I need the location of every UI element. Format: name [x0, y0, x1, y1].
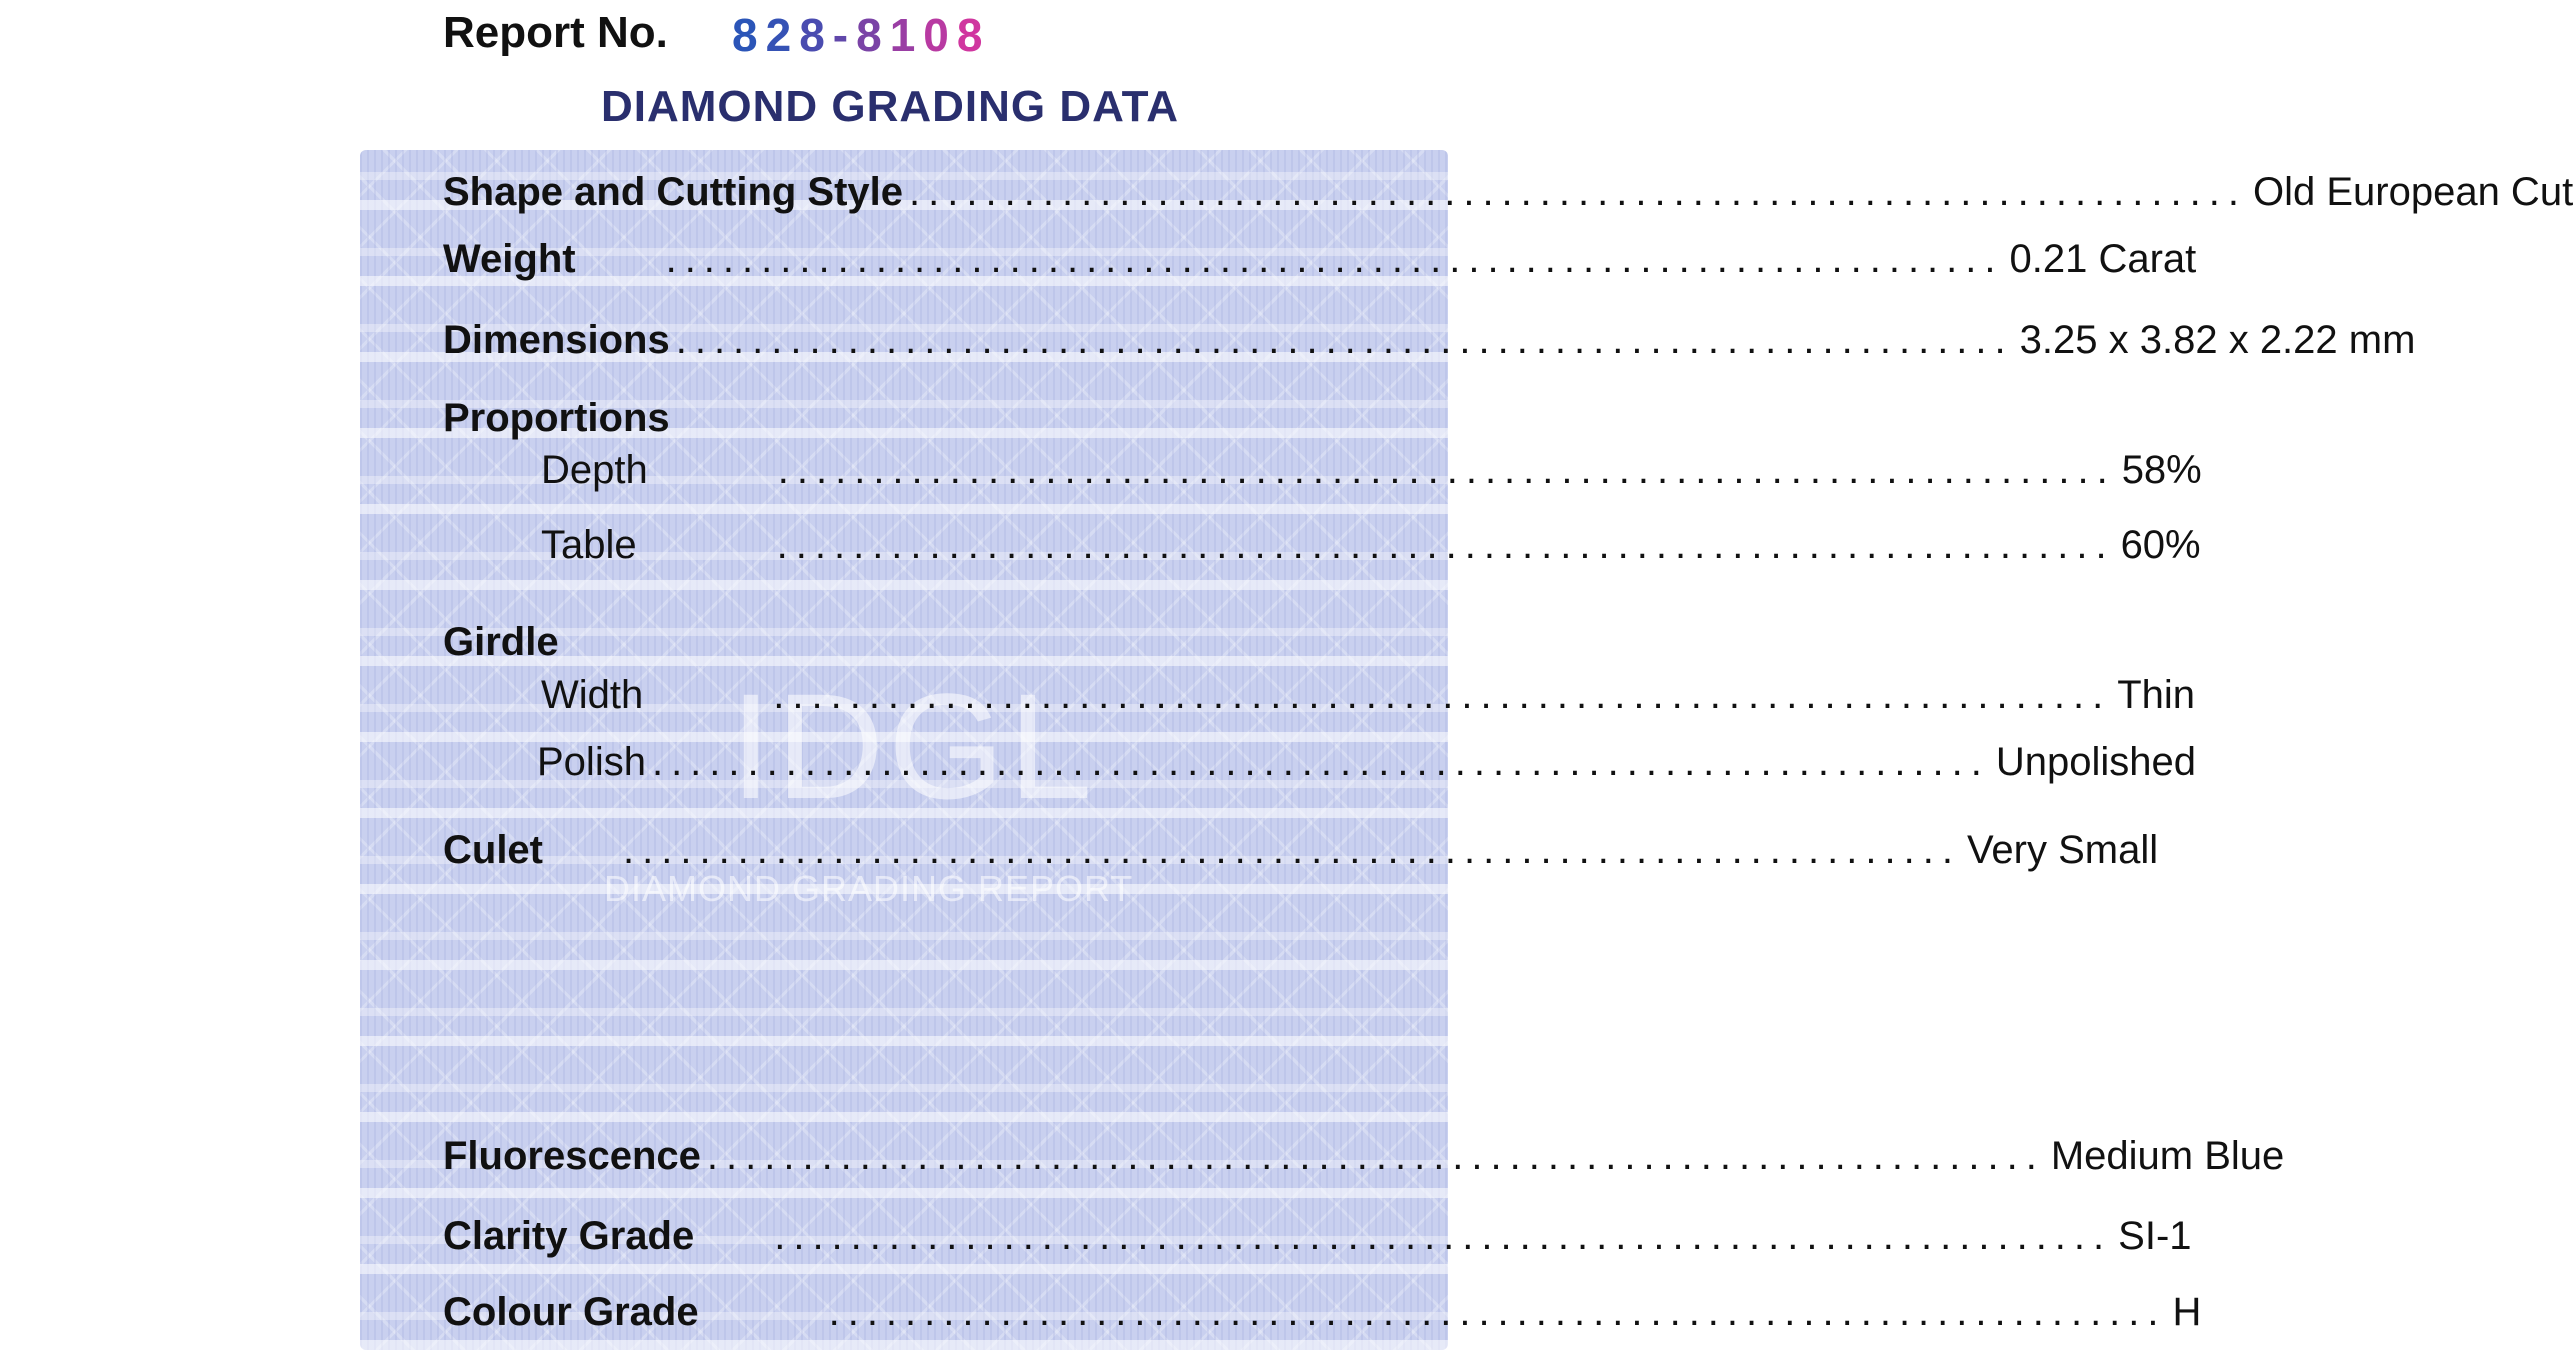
dot-leader: ......................................................................	[774, 1214, 2113, 1258]
proportions-heading: Proportions	[443, 396, 670, 440]
row-label: Clarity Grade	[443, 1214, 695, 1258]
watermark-logo: IDGL	[730, 662, 1097, 830]
row-colour	[443, 1290, 2202, 1340]
report-number-digit: 8	[856, 9, 890, 61]
row-label: Culet	[443, 828, 543, 872]
row-clarity	[443, 1214, 2192, 1264]
dot-leader: ......................................................................	[828, 1290, 2167, 1334]
row-value: Unpolished	[1995, 740, 2197, 784]
row-value: SI-1	[2118, 1214, 2192, 1258]
report-number-digit: -	[832, 9, 857, 61]
row-label: Dimensions	[443, 318, 670, 362]
row-shape	[443, 170, 2573, 220]
row-table	[443, 523, 2201, 573]
dot-leader: ......................................................................	[777, 448, 2116, 492]
row-label: Table	[541, 523, 637, 567]
dot-leader: ......................................................................	[675, 318, 2014, 362]
row-label: Fluorescence	[443, 1134, 701, 1178]
watermark-subtitle: DIAMOND GRADING REPORT	[604, 868, 1134, 909]
row-label: Weight	[443, 237, 576, 281]
row-label: Colour Grade	[443, 1290, 699, 1334]
row-value: 3.25 x 3.82 x 2.22 mm	[2019, 318, 2416, 362]
row-value: Thin	[2117, 673, 2195, 717]
row-value: Very Small	[1966, 828, 2159, 872]
row-value: 60%	[2120, 523, 2201, 567]
dot-leader: ......................................................................	[665, 237, 2004, 281]
report-number-digit: 1	[889, 9, 924, 61]
report-number-digit: 8	[956, 9, 991, 61]
row-label: Depth	[541, 448, 648, 492]
report-number-digit: 8	[732, 9, 766, 61]
dot-leader: ......................................................................	[623, 828, 1961, 872]
report-number-label: Report No.	[443, 8, 668, 57]
row-width	[443, 673, 2195, 723]
dot-leader: ......................................................................	[651, 740, 1990, 784]
row-dimensions	[443, 318, 2416, 368]
dot-leader: ......................................................................	[773, 673, 2112, 717]
report-number-digit: 2	[765, 9, 800, 61]
row-value: H	[2172, 1290, 2202, 1334]
row-fluorescence	[443, 1134, 2285, 1184]
section-title: DIAMOND GRADING DATA	[600, 82, 1180, 131]
row-value: Medium Blue	[2050, 1134, 2285, 1178]
dot-leader: ......................................................................	[706, 1134, 2045, 1178]
row-polish	[443, 740, 2197, 790]
row-value: 0.21 Carat	[2009, 237, 2197, 281]
row-weight	[443, 237, 2197, 287]
girdle-heading: Girdle	[443, 620, 559, 664]
row-label: Shape and Cutting Style	[443, 170, 904, 214]
report-number	[732, 8, 990, 62]
row-value: Old European Cut	[2252, 170, 2573, 214]
row-culet	[443, 828, 2159, 878]
row-depth	[443, 448, 2202, 498]
row-value: 58%	[2121, 448, 2202, 492]
dot-leader: ......................................................................	[776, 523, 2115, 567]
row-label: Width	[541, 673, 644, 717]
dot-leader: ......................................................................	[909, 170, 2247, 214]
row-label: Polish	[537, 740, 646, 784]
report-number-digit: 0	[923, 9, 957, 61]
report-number-digit: 8	[799, 9, 833, 61]
